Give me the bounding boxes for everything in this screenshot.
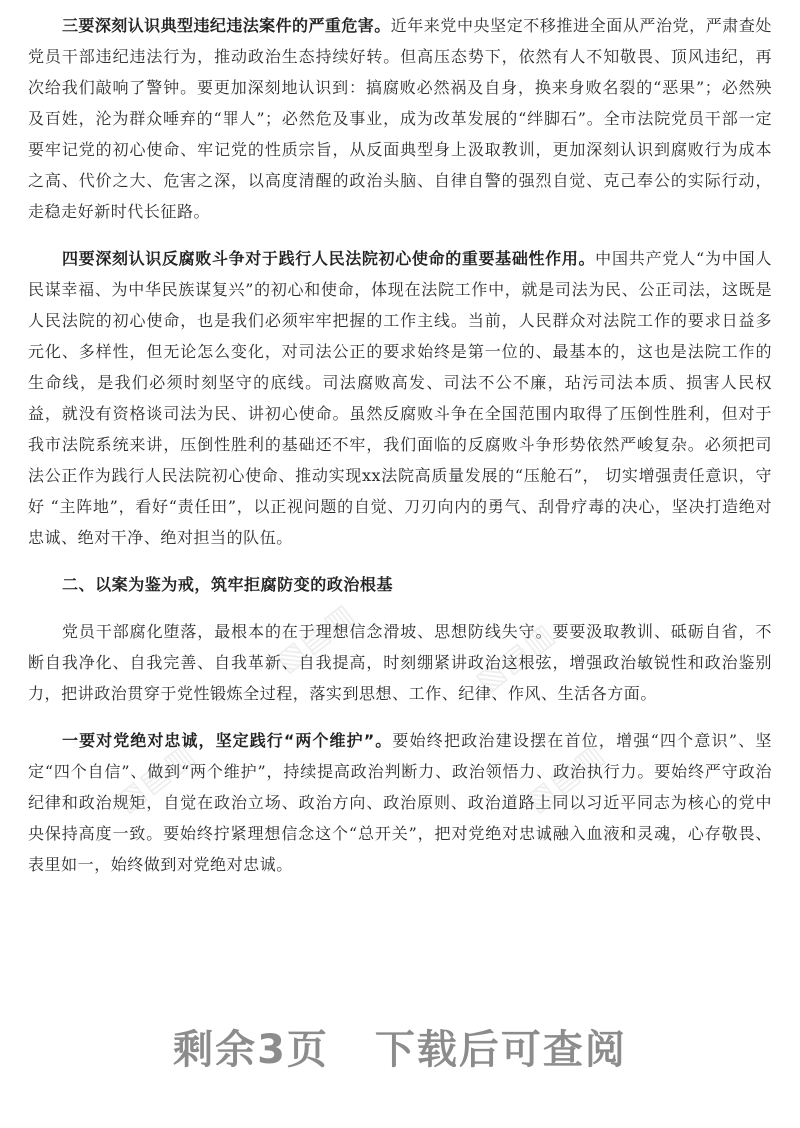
watermark: ▧▤▥ [268,595,363,680]
document-body [28,10,772,896]
paragraph-lead: 一要对党绝对忠诚，坚定践行“两个维护”。 [62,731,393,750]
watermark: ▧▤▥ [518,735,613,820]
remaining-pages-text: 剩余3页 [173,1027,329,1073]
paragraph-three [28,10,772,227]
section-heading: 二、以案为鉴为戒，筑牢拒腐防变的政治根基 [62,575,394,594]
remaining-pages-banner[interactable] [0,1018,800,1075]
point-one [28,725,772,880]
download-hint-text: 下载后可查阅 [374,1027,627,1073]
paragraph-lead: 三要深刻认识典型违纪违法案件的严重危害。 [62,16,391,35]
paragraph-text: 中国共产党人“为中国人民谋幸福、为中华民族谋复兴”的初心和使命，体现在法院工作中，就是司法为民、公正司法，这既是人民法院的初心使命，也是我们必须牢牢把握的工作主线。当前，人民群众对法院工作的要求日益多元化、多样性，但无论怎么变化，对司法公正的要求始终是第一位的、最基本的，这也是法院工作的生命线，是我们必须时刻坚守的底线。司法腐败高发、司法不公不廉，玷污司法本质、损害人民权益，就没有资格谈司法为民、讲初心使命。虽然反腐败斗争在全国范围内取得了压倒性胜利，但对于我市法院系统来讲，压倒性胜利的基础还不牢，我们面临的反腐败斗争形势依然严峻复杂。必须把司法公正作为践行人民法院初心使命、推动实现xx法院高质量发展的“压舱石”， 切实增强责任意识，守好 “主阵地”，看好“责任田”，以正视问题的自觉、刀刃向内的勇气、刮骨疗毒的决心，坚决打造绝对忠诚、绝对干净、绝对担当的队伍。 [28,249,772,547]
paragraph-lead: 四要深刻认识反腐败斗争对于践行人民法院初心使命的重要基础性作用。 [62,249,596,268]
watermark: ▧▤▥ [108,735,203,820]
paragraph-four [28,243,772,553]
paragraph-text: 要始终把政治建设摆在首位，增强“四个意识”、坚定“四个自信”、做到“两个维护”，持续提高政治判断力、政治领悟力、政治执行力。要始终严守政治纪律和政治规矩，自觉在政治立场、政治方向、政治原则、政治道路上同以习近平同志为核心的党中央保持高度一致。要始终拧紧理想信念这个“总开关”，把对党绝对忠诚融入血液和灵魂，心存敬畏、表里如一，始终做到对党绝对忠诚。 [28,731,772,874]
paragraph-text: 近年来党中央坚定不移推进全面从严治党，严肃查处党员干部违纪违法行为，推动政治生态持续好转。但高压态势下，依然有人不知敬畏、顶风违纪，再次给我们敲响了警钟。要更加深刻地认识到：搞腐败必然祸及自身，换来身败名裂的“恶果”；必然殃及百姓，沦为群众唾弃的“罪人”；必然危及事业，成为改革发展的“绊脚石”。全市法院党员干部一定要牢记党的初心使命、牢记党的性质宗旨，从反面典型身上汲取教训，更加深刻认识到腐败行为成本之高、代价之大、危害之深，以高度清醒的政治头脑、自律自警的强烈自觉、克己奉公的实际行动，走稳走好新时代长征路。 [28,16,772,221]
watermark: ▧▤▥ [468,615,563,700]
section-intro: 党员干部腐化堕落，最根本的在于理想信念滑坡、思想防线失守。要要汲取教训、砥砺自省，不断自我净化、自我完善、自我革新、自我提高，时刻绷紧讲政治这根弦，增强政治敏锐性和政治鉴别力，把讲政治贯穿于党性锻炼全过程，落实到思想、工作、纪律、作风、生活各方面。 [28,622,772,703]
